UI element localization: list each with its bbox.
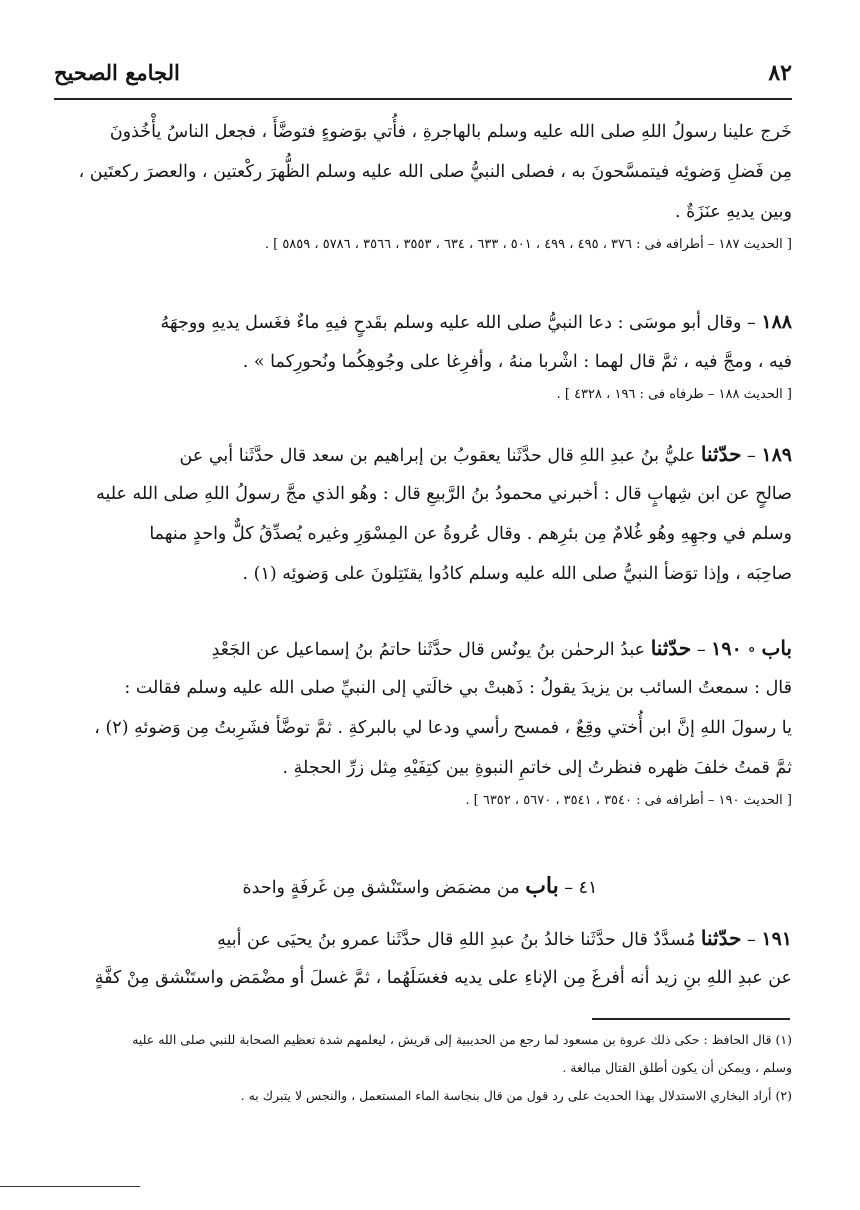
text-line: عن عبدِ اللهِ بنِ زيد أنه أفرغَ مِن الإناءِ على يديه فغسَلَهُما ، ثمَّ غسلَ أو مضْمَض واستَنْشق مِنْ كفَّةٍ — [94, 968, 792, 988]
text-line: خَرج علينا رسولُ اللهِ صلى الله عليه وسلم بالهاجرةِ ، فأُتي بوَضوءٍ فتوضَّأَ ، فجعل الناسُ يأْخُذونَ — [109, 122, 792, 142]
hadith-number: ١٩٠ — [711, 638, 742, 660]
chapter-heading — [48, 866, 792, 906]
text-line: ثمَّ قمتُ خلفَ ظهره فنظرتُ إلى خاتمِ النبوةِ بين كتِفَيْهِ مِثل زرِّ الحجلةِ . — [282, 758, 792, 778]
text-line: ١٨٨ – وقال أبو موسَى : دعا النبيُّ صلى الله عليه وسلم بقَدحٍ فيهِ ماءٌ فغَسل يديهِ ووجهَهُ — [160, 311, 792, 333]
text-line: فيه ، ومجَّ فيه ، ثمَّ قال لهما : اشْربا منهُ ، وأفرِغا على وجُوهِكُما ونُحورِكما » . — [242, 352, 792, 372]
hadith-text: وقال أبو موسَى : دعا النبيُّ صلى الله عليه وسلم بقَدحٍ فيهِ ماءٌ فغَسل يديهِ ووجهَهُ — [160, 313, 742, 333]
hadith-191 — [48, 918, 792, 998]
page-header — [54, 60, 792, 100]
bottom-rule — [0, 1186, 140, 1187]
hadith-189 — [48, 434, 792, 594]
haddathana-word: حدّثنا — [700, 926, 742, 950]
bab-word: باب — [761, 636, 792, 660]
hadith-187-continuation — [48, 112, 792, 258]
book-title: الجامع الصحيح — [54, 60, 180, 85]
chapter-title-text: من مضمَض واستَنْشق مِن غَرفَةٍ واحدة — [242, 878, 520, 898]
hadith-number: ١٨٨ — [761, 311, 792, 333]
text-line: ١٩١ – حدّثنا مُسدَّدٌ قال حدَّثَنا خالدُ بنُ عبدِ اللهِ قال حدَّثَنا عمرو بنُ يحيَى عن أبيهِ — [217, 926, 792, 950]
footnote-divider — [592, 1018, 790, 1020]
text-line: صاحِبَه ، وإذا توَضأ النبيُّ صلى الله عليه وسلم كادُوا يقتَتِلونَ على وَضوئِه (١) . — [242, 564, 792, 584]
hadith-190 — [48, 628, 792, 814]
footnote-line: (١) قال الحافظ : حكى ذلك عروة بن مسعود لما رجع من الحديبية إلى قريش ، ليعلمهم شدة تعظيم الصحابة للنبي صلى الله عليه — [132, 1032, 792, 1047]
text-line: صالحٍ عن ابن شِهابٍ قال : أخبرني محمودُ بنُ الرَّبيعِ قال : وهُو الذي مجَّ رسولُ اللهِ صلى الله عليه — [96, 484, 792, 504]
chapter-number: ٤١ – — [564, 878, 598, 898]
hadith-text: عليُّ بنُ عبدِ اللهِ قال حدَّثَنا يعقوبُ بن إبراهيم بن سعد قال حدَّثَنا أبي عن — [179, 446, 696, 466]
footnote-line: (٢) أراد البخاري الاستدلال بهذا الحديث على رد قول من قال بنجاسة الماء المستعمل ، والنجس لا يتبرك به . — [240, 1088, 792, 1103]
hadith-188 — [48, 302, 792, 408]
text-line: وبين يديهِ عنَزَةٌ . — [674, 202, 792, 222]
footnote-line: وسلم ، ويمكن أن يكون أطلق القتال مبالغة . — [562, 1060, 792, 1075]
hadith-number: ١٩١ — [761, 928, 792, 950]
hadith-188-ref: [ الحديث ١٨٨ – طرفاه فى : ١٩٦ ، ٤٣٢٨ ] . — [556, 387, 792, 402]
text-line: يا رسولَ اللهِ إنَّ ابن أُختي وقِعٌ ، فمسح رأسي ودعا لي بالبركةِ . ثمَّ توضَّأ فشَرِبتُ مِن وَضوئهِ (٢) ، — [94, 718, 792, 738]
footnotes — [48, 1026, 792, 1110]
text-line: باب ∘ ١٩٠ – حدّثنا عبدُ الرحمٰن بنُ يونُس قال حدَّثَنا حاتمُ بنُ إسماعيل عن الجَعْدِ — [211, 636, 792, 660]
haddathana-word: حدّثنا — [700, 442, 742, 466]
hadith-text: مُسدَّدٌ قال حدَّثَنا خالدُ بنُ عبدِ اللهِ قال حدَّثَنا عمرو بنُ يحيَى عن أبيهِ — [217, 930, 696, 950]
page-number: ٨٢ — [768, 60, 792, 86]
hadith-190-ref: [ الحديث ١٩٠ – أطرافه فى : ٣٥٤٠ ، ٣٥٤١ ، ٥٦٧٠ ، ٦٣٥٢ ] . — [465, 793, 792, 808]
text-line: مِن فَضلِ وَضوئِه فيتمسَّحونَ به ، فصلى النبيُّ صلى الله عليه وسلم الظُّهرَ ركْعتين ، والعصرَ ركعتَين ، — [78, 162, 792, 182]
hadith-number: ١٨٩ — [761, 444, 792, 466]
chapter-bab-word: باب — [525, 873, 559, 899]
hadith-text: عبدُ الرحمٰن بنُ يونُس قال حدَّثَنا حاتمُ بنُ إسماعيل عن الجَعْدِ — [211, 640, 646, 660]
haddathana-word: حدّثنا — [650, 636, 692, 660]
hadith-187-ref: [ الحديث ١٨٧ – أطرافه فى : ٣٧٦ ، ٤٩٥ ، ٤٩٩ ، ٥٠١ ، ٦٣٣ ، ٦٣٤ ، ٣٥٥٣ ، ٣٥٦٦ ، ٥٧٨٦ ، ٥٨٥٩ ] . — [264, 237, 792, 252]
text-line: وسلم في وجهِهِ وهُو غُلامٌ مِن بئرِهم . وقال عُروةُ عن المِسْوَرِ وغيره يُصدِّقُ كلٌّ واحدٍ منهما — [149, 524, 792, 544]
text-line: قال : سمعتُ السائب بن يزيدَ يقولُ : ذَهبتْ بي خالَتي إلى النبيِّ صلى الله عليه وسلم فقالت : — [124, 678, 792, 698]
text-line: ١٨٩ – حدّثنا عليُّ بنُ عبدِ اللهِ قال حدَّثَنا يعقوبُ بن إبراهيم بن سعد قال حدَّثَنا أبي عن — [179, 442, 792, 466]
